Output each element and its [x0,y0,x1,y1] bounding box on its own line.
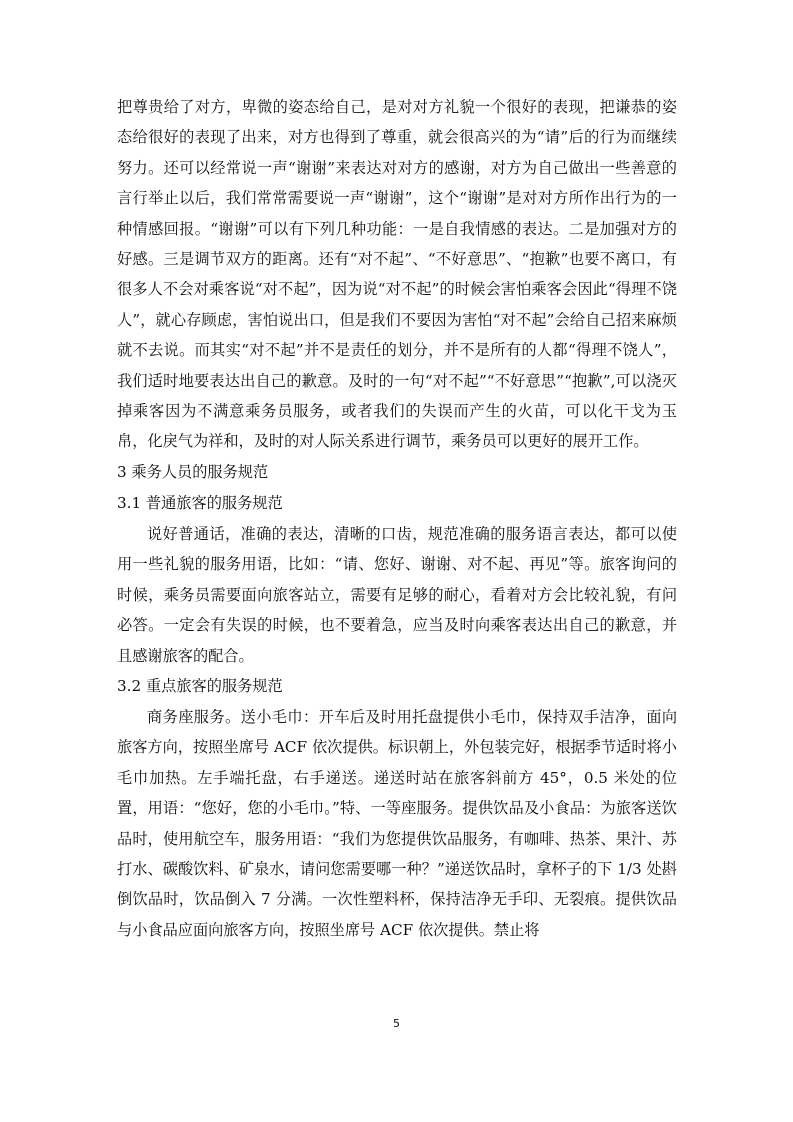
body-paragraph-courtesy: 把尊贵给了对方，卑微的姿态给自己，是对对方礼貌一个很好的表现，把谦恭的姿态给很好的表现了出来，对方也得到了尊重，就会很高兴的为“请”后的行为而继续努力。还可以经常说一声“谢谢”来表达对对方的感谢，对方为自己做出一些善意的言行举止以后，我们常常需要说一声“谢谢”，这个“谢谢”是对对方所作出行为的一种情感回报。“谢谢”可以有下列几种功能：一是自我情感的表达。二是加强对方的好感。三是调节双方的距离。还有“对不起”、“不好意思”、“抱歉”也要不离口，有很多人不会对乘客说“对不起”，因为说“对不起”的时候会害怕乘客会因此“得理不饶人”，就心存顾虑，害怕说出口，但是我们不要因为害怕“对不起”会给自己招来麻烦就不去说。而其实“对不起”并不是责任的划分，并不是所有的人都“得理不饶人”，我们适时地要表达出自己的歉意。及时的一句“对不起”“不好意思”“抱歉”,可以浇灭掉乘客因为不满意乘务员服务，或者我们的失误而产生的火苗，可以化干戈为玉帛，化戾气为祥和，及时的对人际关系进行调节，乘务员可以更好的展开工作。 [117,98,677,451]
page-number: 5 [393,1017,400,1030]
section-heading-3: 3 乘务人员的服务规范 [117,462,269,481]
section-heading-3-1: 3.1 普通旅客的服务规范 [117,493,283,512]
body-paragraph-ordinary-passengers: 说好普通话，准确的表达，清晰的口齿，规范准确的服务语言表达，都可以使用一些礼貌的服务用语，比如：“请、您好、谢谢、对不起、再见”等。旅客询问的时候，乘务员需要面向旅客站立，需要有足够的耐心，看着对方会比较礼貌，有问必答。一定会有失误的时候，也不要着急，应当及时向乘客表达出自己的歉意，并且感谢旅客的配合。 [117,524,677,665]
section-heading-3-2: 3.2 重点旅客的服务规范 [117,676,283,695]
page-body [117,92,677,945]
body-paragraph-key-passengers: 商务座服务。送小毛巾：开车后及时用托盘提供小毛巾，保持双手洁净，面向旅客方向，按照坐席号 ACF 依次提供。标识朝上，外包装完好，根据季节适时将小毛巾加热。左手端托盘，右手递送。递送时站在旅客斜前方 45°，0.5 米处的位置，用语：“您好，您的小毛巾。”特、一等座服务。提供饮品及小食品：为旅客送饮品时，使用航空车，服务用语：“我们为您提供饮品服务，有咖啡、热茶、果汁、苏打水、碳酸饮料、矿泉水，请问您需要哪一种？”递送饮品时，拿杯子的下 1/3 处斟倒饮品时，饮品倒入 7 分满。一次性塑料杯，保持洁净无手印、无裂痕。提供饮品与小食品应面向旅客方向，按照坐席号 ACF 依次提供。禁止将 [117,707,677,939]
